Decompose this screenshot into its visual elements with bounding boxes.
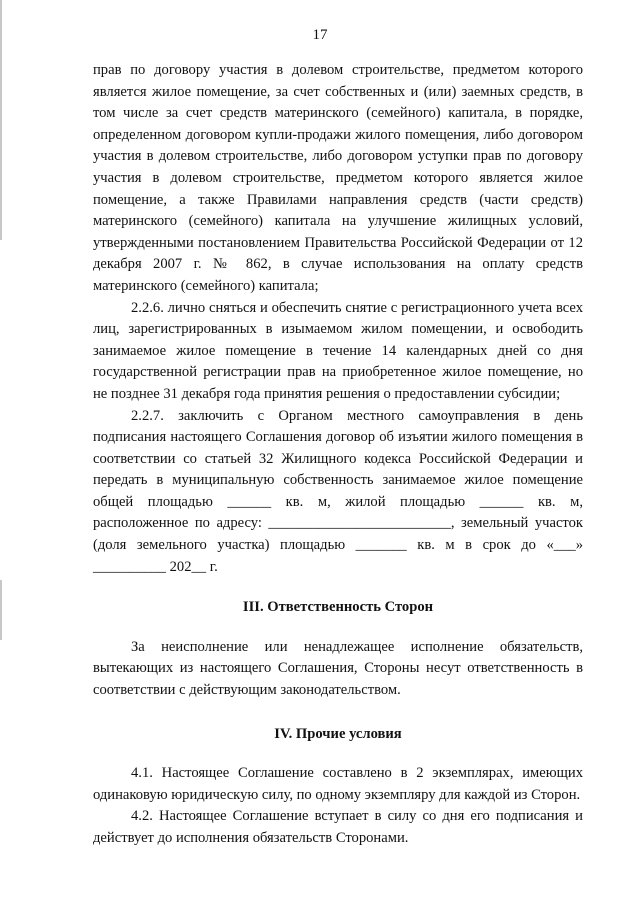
paragraph-continuation: прав по договору участия в долевом строительстве, предметом которого является жилое помещение, за счет собственных и (или) заемных средств, в том числе за счет средств материнского (семейного) капитала, в порядке, определенном договором купли-продажи жилого помещения, либо договором участия в долевом строительстве, либо договором уступки прав по договору участия в долевом строительстве, предметом которого является жилое помещение, а также Правилами направления средств (части средств) материнского (семейного) капитала на улучшение жилищных условий, утвержденными постановлением Правительства Российской Федерации от 12 декабря 2007 г. № 862, в случае использования на оплату средств материнского (семейного) капитала; [93,62,583,294]
section-heading-other-terms: IV. Прочие условия [274,725,402,742]
paragraph-2-2-6: 2.2.6. лично сняться и обеспечить снятие с регистрационного учета всех лиц, зарегистрированных в изымаемом жилом помещении, и освободить занимаемое жилое помещение в течение 14 календарных дней со дня государственной регистрации прав на приобретенное жилое помещение, но не позднее 31 декабря года принятия решения о предоставлении субсидии; [93,299,583,402]
paragraph-4-2: 4.2. Настоящее Соглашение вступает в силу со дня его подписания и действует до исполнения обязательств Сторонами. [93,808,583,846]
paragraph-2-2-7: 2.2.7. заключить с Органом местного самоуправления в день подписания настоящего Соглашения договор об изъятии жилого помещения в соответствии со статьей 32 Жилищного кодекса Российской Федерации и передать в муниципальную собственность занимаемое жилое помещение общей площадью ______ кв. м, жилой площадью ______ кв. м, расположенное по адресу: _________________________, земельный участок (доля земельного участка) площадью _______ кв. м в срок до «___» __________ 202__ г. [93,407,583,575]
page-number: 17 [312,27,328,43]
paragraph-4-1: 4.1. Настоящее Соглашение составлено в 2 экземплярах, имеющих одинаковую юридическую силу, по одному экземпляру для каждой из Сторон. [93,765,583,803]
section-heading-responsibility: III. Ответственность Сторон [242,599,434,616]
paragraph-responsibility: За неисполнение или ненадлежащее исполнение обязательств, вытекающих из настоящего Соглашения, Стороны несут ответственность в соответствии с действующим законодательством. [93,638,583,699]
scan-edge-shadow [0,580,2,640]
document-body [93,60,583,850]
